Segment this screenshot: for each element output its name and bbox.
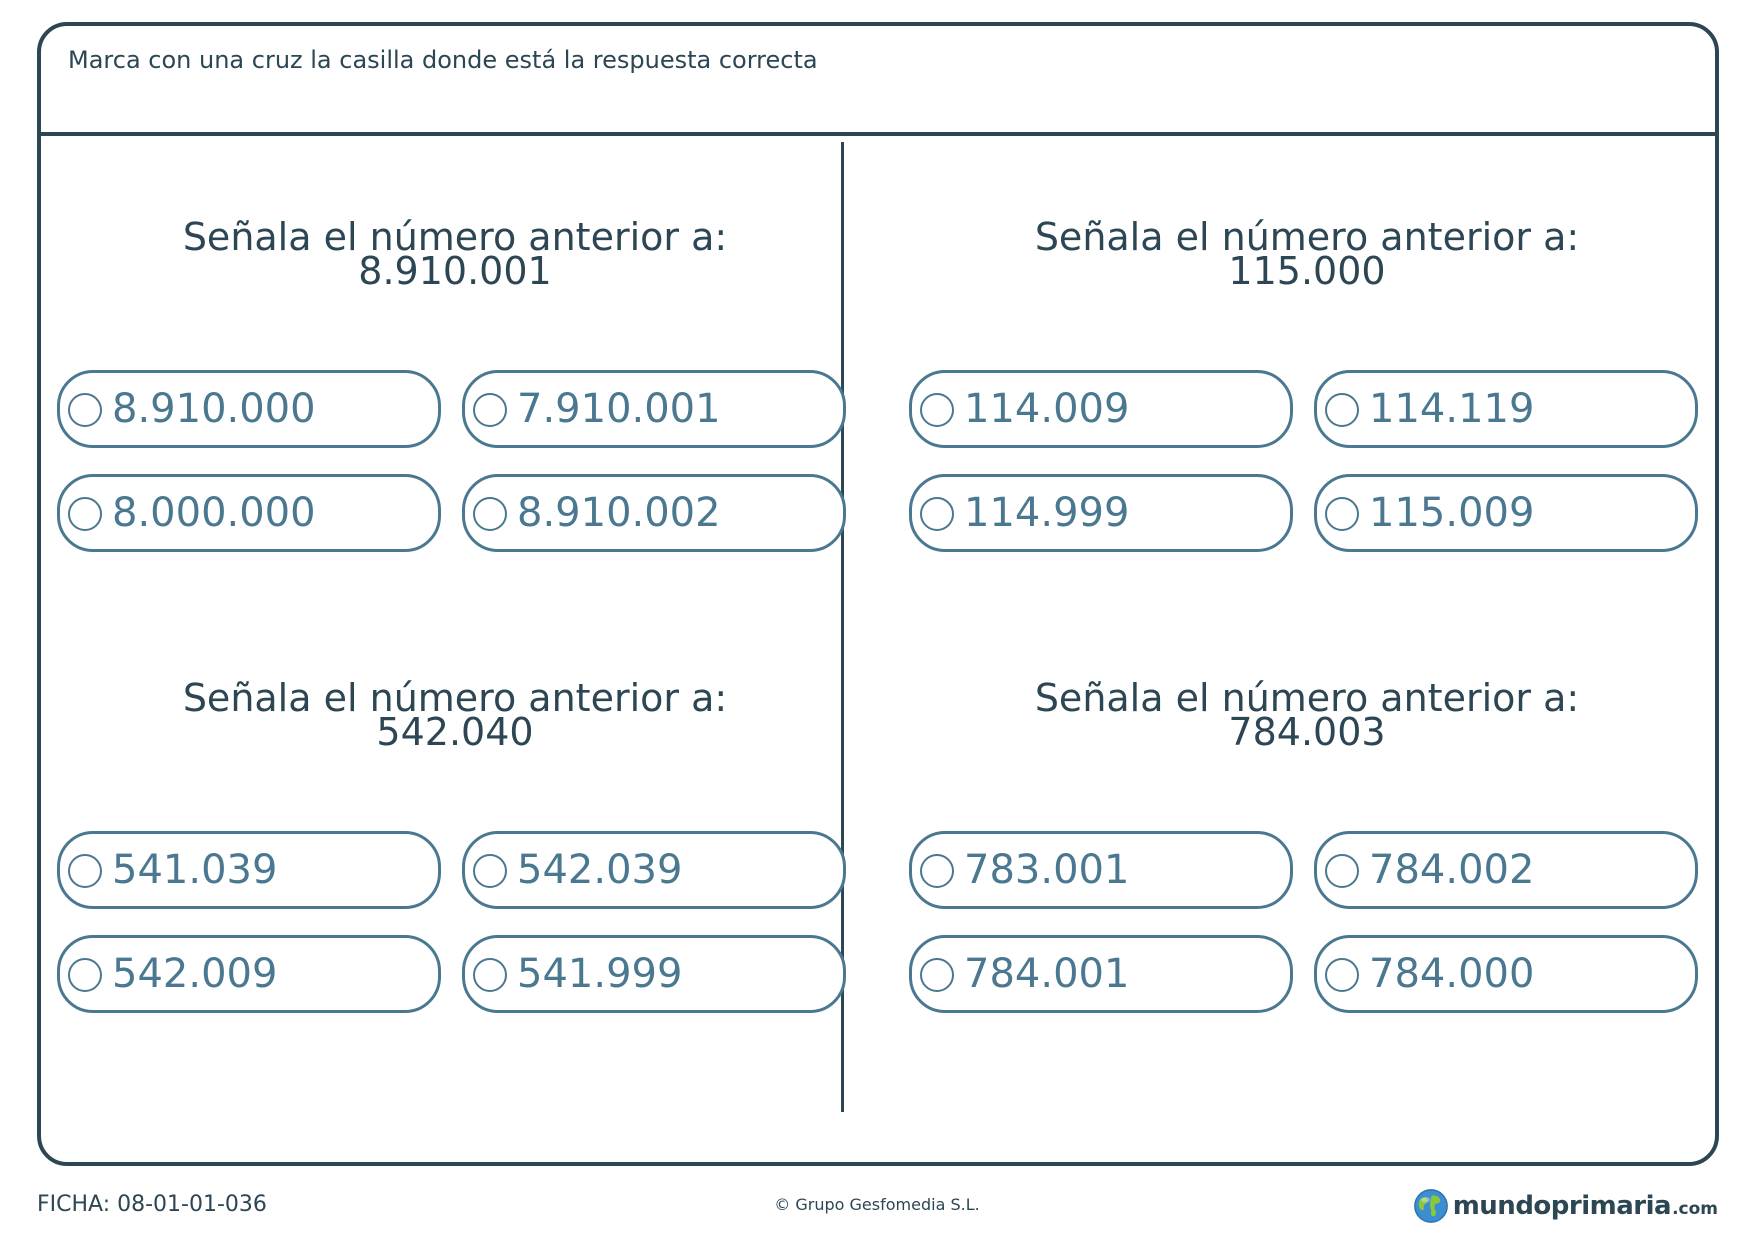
option-b[interactable] xyxy=(462,370,846,448)
option-d[interactable] xyxy=(1314,474,1698,552)
question-prompt: Señala el número anterior a: xyxy=(1034,215,1580,259)
radio-circle-icon[interactable] xyxy=(920,393,954,427)
option-label: 114.999 xyxy=(964,490,1130,536)
radio-circle-icon[interactable] xyxy=(920,854,954,888)
question-prompt: Señala el número anterior a: xyxy=(182,676,728,720)
option-d[interactable] xyxy=(462,935,846,1013)
question-number: 115.000 xyxy=(1228,249,1386,293)
question-prompt: Señala el número anterior a: xyxy=(1034,676,1580,720)
option-b[interactable] xyxy=(1314,370,1698,448)
radio-circle-icon[interactable] xyxy=(1325,958,1359,992)
option-a[interactable] xyxy=(909,370,1293,448)
option-label: 8.910.002 xyxy=(517,490,721,536)
radio-circle-icon[interactable] xyxy=(473,497,507,531)
option-label: 784.001 xyxy=(964,951,1130,997)
radio-circle-icon[interactable] xyxy=(920,497,954,531)
option-c[interactable] xyxy=(909,474,1293,552)
radio-circle-icon[interactable] xyxy=(920,958,954,992)
option-label: 542.009 xyxy=(112,951,278,997)
option-c[interactable] xyxy=(57,935,441,1013)
option-d[interactable] xyxy=(462,474,846,552)
instruction-bar xyxy=(41,26,1715,136)
radio-circle-icon[interactable] xyxy=(1325,854,1359,888)
option-label: 8.000.000 xyxy=(112,490,316,536)
radio-circle-icon[interactable] xyxy=(68,393,102,427)
option-c[interactable] xyxy=(57,474,441,552)
option-label: 541.039 xyxy=(112,847,278,893)
option-a[interactable] xyxy=(57,831,441,909)
option-label: 783.001 xyxy=(964,847,1130,893)
option-b[interactable] xyxy=(1314,831,1698,909)
worksheet-code: FICHA: 08-01-01-036 xyxy=(37,1192,267,1217)
instruction-text: Marca con una cruz la casilla donde está la respuesta correcta xyxy=(68,46,818,74)
radio-circle-icon[interactable] xyxy=(68,958,102,992)
option-label: 114.119 xyxy=(1369,386,1535,432)
question-prompt: Señala el número anterior a: xyxy=(182,215,728,259)
radio-circle-icon[interactable] xyxy=(473,854,507,888)
question-number: 542.040 xyxy=(376,710,534,754)
radio-circle-icon[interactable] xyxy=(68,854,102,888)
radio-circle-icon[interactable] xyxy=(473,393,507,427)
question-title xyxy=(57,215,853,293)
option-label: 7.910.001 xyxy=(517,386,721,432)
brand-tld: .com xyxy=(1672,1199,1718,1219)
brand-name: mundoprimaria xyxy=(1452,1191,1672,1221)
question-number: 784.003 xyxy=(1228,710,1386,754)
option-a[interactable] xyxy=(57,370,441,448)
option-label: 8.910.000 xyxy=(112,386,316,432)
radio-circle-icon[interactable] xyxy=(68,497,102,531)
option-label: 784.000 xyxy=(1369,951,1535,997)
question-title xyxy=(57,676,853,754)
brand-logo[interactable] xyxy=(1413,1186,1718,1226)
radio-circle-icon[interactable] xyxy=(473,958,507,992)
copyright-notice: © Grupo Gesfomedia S.L. xyxy=(774,1195,980,1214)
option-label: 784.002 xyxy=(1369,847,1535,893)
option-label: 542.039 xyxy=(517,847,683,893)
option-c[interactable] xyxy=(909,935,1293,1013)
radio-circle-icon[interactable] xyxy=(1325,393,1359,427)
question-title xyxy=(909,215,1705,293)
option-a[interactable] xyxy=(909,831,1293,909)
question-number: 8.910.001 xyxy=(358,249,552,293)
option-label: 541.999 xyxy=(517,951,683,997)
option-label: 115.009 xyxy=(1369,490,1535,536)
question-title xyxy=(909,676,1705,754)
option-b[interactable] xyxy=(462,831,846,909)
globe-logo-icon xyxy=(1413,1188,1449,1224)
radio-circle-icon[interactable] xyxy=(1325,497,1359,531)
option-d[interactable] xyxy=(1314,935,1698,1013)
option-label: 114.009 xyxy=(964,386,1130,432)
